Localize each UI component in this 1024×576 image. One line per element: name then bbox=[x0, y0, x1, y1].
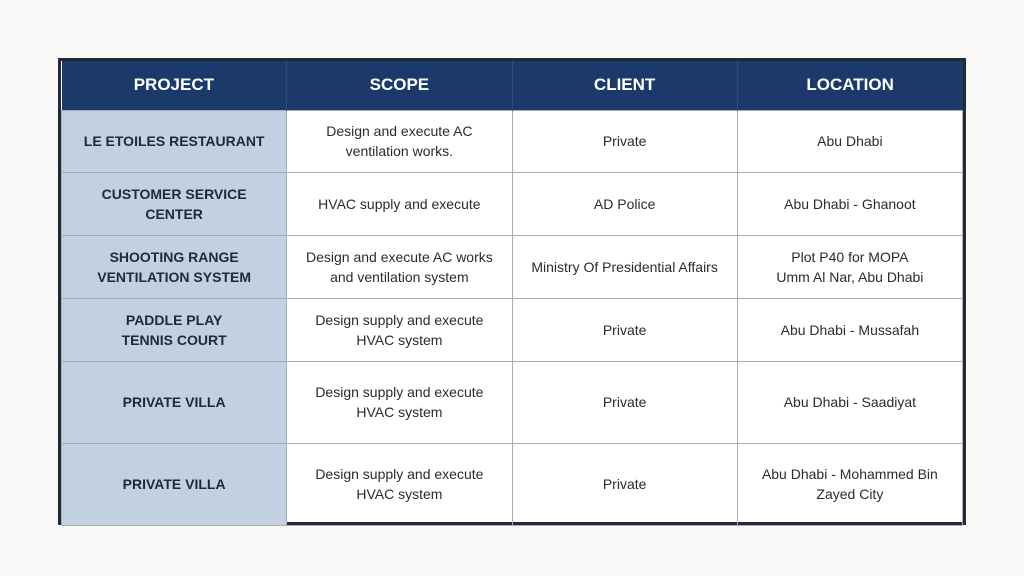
project-cell bbox=[62, 172, 287, 235]
table-row bbox=[62, 172, 963, 235]
location-line: Umm Al Nar, Abu Dhabi bbox=[776, 268, 924, 285]
location-cell bbox=[737, 443, 962, 525]
project-name-line: PRIVATE VILLA bbox=[122, 476, 226, 492]
client-cell bbox=[512, 298, 737, 361]
table-row bbox=[62, 235, 963, 298]
project-name-line: VENTILATION SYSTEM bbox=[97, 268, 251, 285]
table-row bbox=[62, 110, 963, 172]
scope-cell bbox=[287, 172, 512, 235]
scope-cell bbox=[287, 235, 512, 298]
project-name-line: TENNIS COURT bbox=[121, 331, 227, 348]
scope-line: HVAC system bbox=[356, 404, 443, 420]
scope-cell bbox=[287, 361, 512, 443]
scope-cell bbox=[287, 298, 512, 361]
projects-table bbox=[61, 61, 963, 526]
scope-line: Design supply and execute bbox=[315, 311, 484, 328]
scope-line: Design supply and execute bbox=[315, 466, 484, 482]
client-cell bbox=[512, 172, 737, 235]
scope-cell bbox=[287, 110, 512, 172]
client-line: Ministry Of Presidential Affairs bbox=[531, 258, 718, 275]
scope-line: HVAC system bbox=[356, 331, 443, 348]
table-row bbox=[62, 298, 963, 361]
location-cell bbox=[737, 172, 962, 235]
client-line: Private bbox=[602, 321, 647, 338]
project-cell bbox=[62, 235, 287, 298]
location-line: Abu Dhabi bbox=[817, 133, 883, 149]
location-cell bbox=[737, 298, 962, 361]
location-line: Abu Dhabi - Mussafah bbox=[780, 321, 920, 338]
client-line: Private bbox=[602, 133, 647, 149]
project-name-line: LE ETOILES RESTAURANT bbox=[83, 133, 265, 149]
project-name-line: CENTER bbox=[145, 205, 203, 222]
location-cell bbox=[737, 235, 962, 298]
location-line: Zayed City bbox=[816, 486, 884, 502]
scope-line: Design supply and execute bbox=[315, 384, 484, 400]
client-cell bbox=[512, 443, 737, 525]
project-name-line: SHOOTING RANGE bbox=[109, 248, 239, 265]
header-client: CLIENT bbox=[512, 61, 737, 110]
scope-line: and ventilation system bbox=[330, 268, 469, 285]
location-line: Abu Dhabi - Saadiyat bbox=[783, 394, 917, 410]
client-cell bbox=[512, 235, 737, 298]
project-name-line: PRIVATE VILLA bbox=[122, 394, 226, 410]
project-cell bbox=[62, 361, 287, 443]
client-cell bbox=[512, 110, 737, 172]
scope-line: ventilation works. bbox=[345, 143, 454, 159]
header-location: LOCATION bbox=[737, 61, 962, 110]
project-cell bbox=[62, 110, 287, 172]
project-cell bbox=[62, 443, 287, 525]
projects-table-container bbox=[58, 58, 966, 525]
location-line: Plot P40 for MOPA bbox=[791, 248, 909, 265]
header-project: PROJECT bbox=[62, 61, 287, 110]
client-line: Private bbox=[602, 394, 647, 410]
client-line: AD Police bbox=[593, 195, 656, 212]
scope-line: HVAC system bbox=[356, 486, 443, 502]
scope-line: HVAC supply and execute bbox=[318, 195, 481, 212]
project-name-line: PADDLE PLAY bbox=[125, 311, 223, 328]
client-cell bbox=[512, 361, 737, 443]
location-line: Abu Dhabi - Ghanoot bbox=[784, 195, 916, 212]
client-line: Private bbox=[602, 476, 647, 492]
project-cell bbox=[62, 298, 287, 361]
scope-cell bbox=[287, 443, 512, 525]
location-cell bbox=[737, 110, 962, 172]
table-row bbox=[62, 361, 963, 443]
location-line: Abu Dhabi - Mohammed Bin bbox=[761, 466, 938, 482]
scope-line: Design and execute AC works bbox=[305, 248, 493, 265]
location-cell bbox=[737, 361, 962, 443]
project-name-line: CUSTOMER SERVICE bbox=[101, 185, 247, 202]
table-row bbox=[62, 443, 963, 525]
table-header-row bbox=[62, 61, 963, 110]
scope-line: Design and execute AC bbox=[326, 123, 473, 139]
header-scope: SCOPE bbox=[287, 61, 512, 110]
